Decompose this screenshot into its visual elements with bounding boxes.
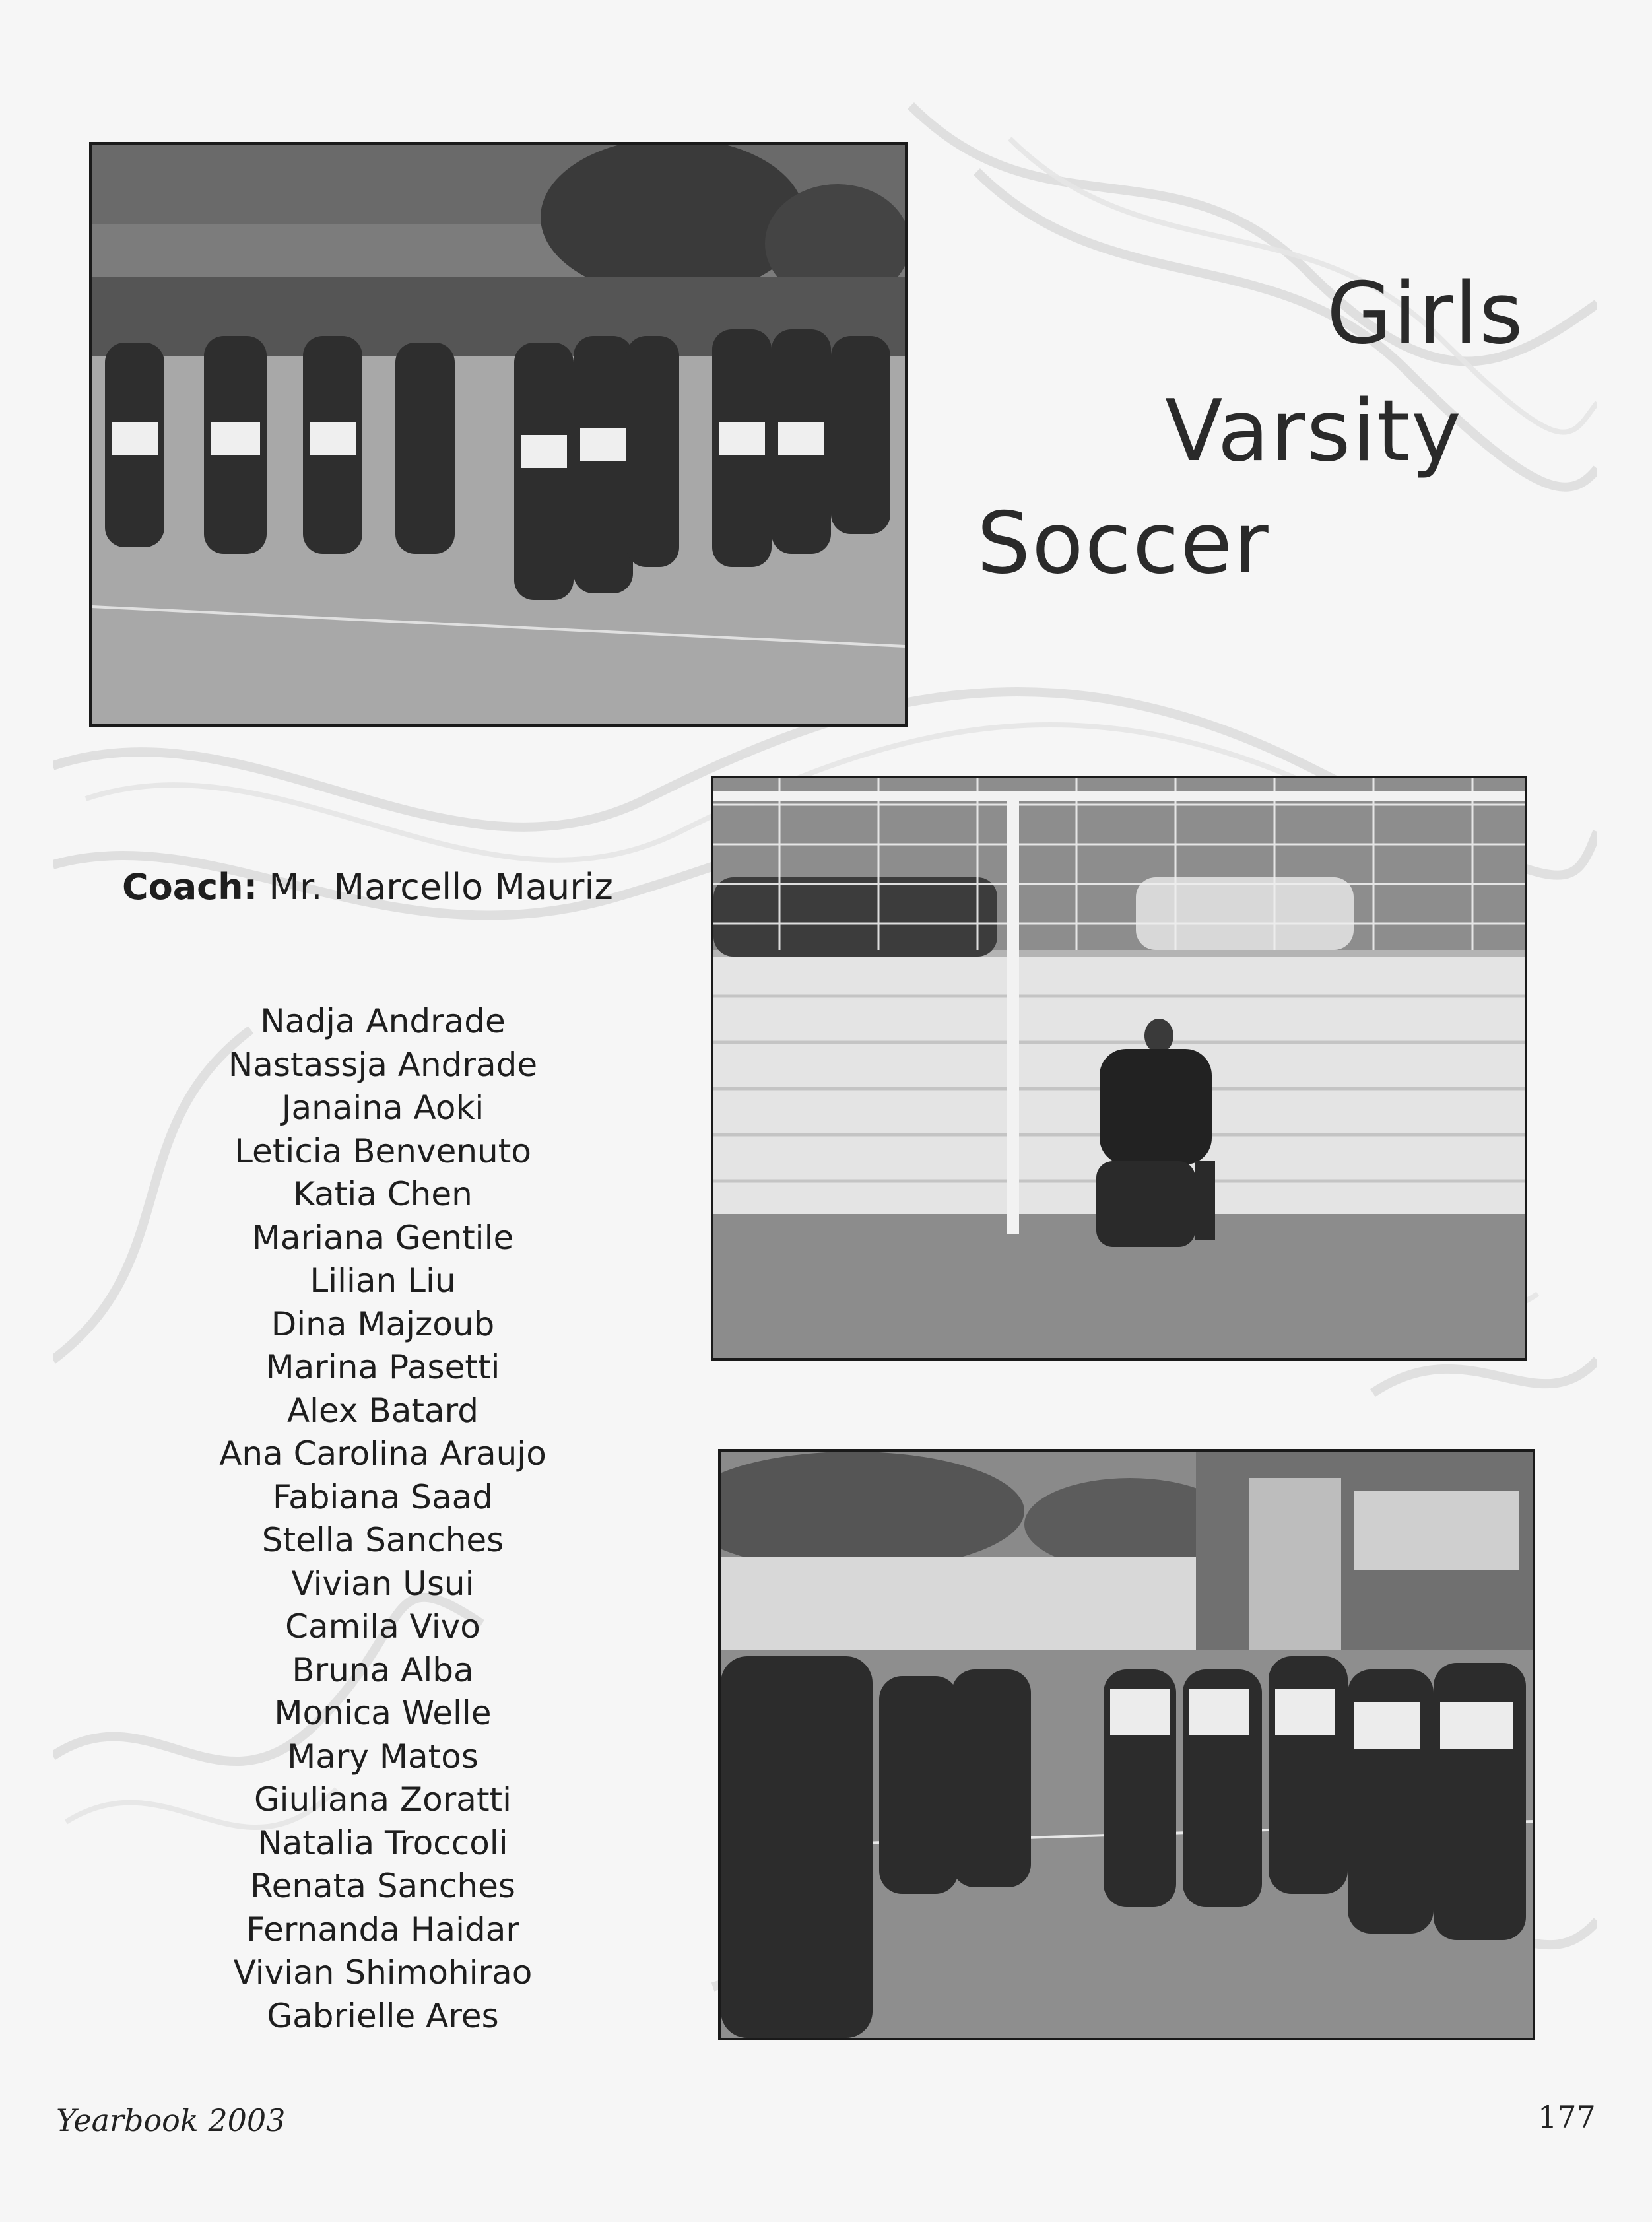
roster-name: Gabrielle Ares <box>267 1996 499 2035</box>
roster-list <box>125 1000 640 2038</box>
roster-name: Janaina Aoki <box>281 1089 484 1127</box>
roster-name: Camila Vivo <box>285 1607 480 1646</box>
roster-name: Renata Sanches <box>250 1867 515 1905</box>
title-soccer: Soccer <box>977 494 1270 593</box>
roster-name: Katia Chen <box>293 1175 473 1213</box>
roster-name: Vivian Shimohirao <box>233 1953 533 1992</box>
team-lineup-photo <box>89 142 908 727</box>
roster-name: Natalia Troccoli <box>257 1823 508 1862</box>
roster-name: Nastassja Andrade <box>228 1045 538 1084</box>
roster-name: Mariana Gentile <box>251 1218 514 1257</box>
roster-name: Ana Carolina Araujo <box>219 1434 546 1473</box>
goalkeeper-photo <box>711 776 1527 1361</box>
roster-name: Leticia Benvenuto <box>234 1131 531 1170</box>
roster-name: Fabiana Saad <box>272 1477 494 1516</box>
page-number: 177 <box>1538 2099 1596 2135</box>
roster-name: Giuliana Zoratti <box>253 1780 512 1819</box>
roster-name: Stella Sanches <box>261 1521 504 1559</box>
roster-name: Fernanda Haidar <box>246 1910 519 1949</box>
roster-name: Marina Pasetti <box>265 1348 500 1386</box>
coach-name: Mr. Marcello Mauriz <box>269 866 613 908</box>
roster-name: Vivian Usui <box>291 1564 475 1603</box>
roster-name: Dina Majzoub <box>271 1304 495 1343</box>
roster-name: Lilian Liu <box>310 1262 456 1300</box>
roster-name: Monica Welle <box>274 1694 492 1732</box>
roster-name: Bruna Alba <box>292 1650 474 1689</box>
coach-line <box>122 866 613 908</box>
team-huddle-photo <box>718 1449 1535 2040</box>
title-girls: Girls <box>1327 265 1525 363</box>
title-varsity: Varsity <box>1165 382 1463 481</box>
roster-name: Nadja Andrade <box>260 1002 506 1040</box>
roster-name: Mary Matos <box>287 1737 479 1776</box>
roster-name: Alex Batard <box>286 1391 479 1430</box>
yearbook-footer: Yearbook 2003 <box>56 2103 286 2138</box>
coach-label: Coach: <box>122 866 258 908</box>
